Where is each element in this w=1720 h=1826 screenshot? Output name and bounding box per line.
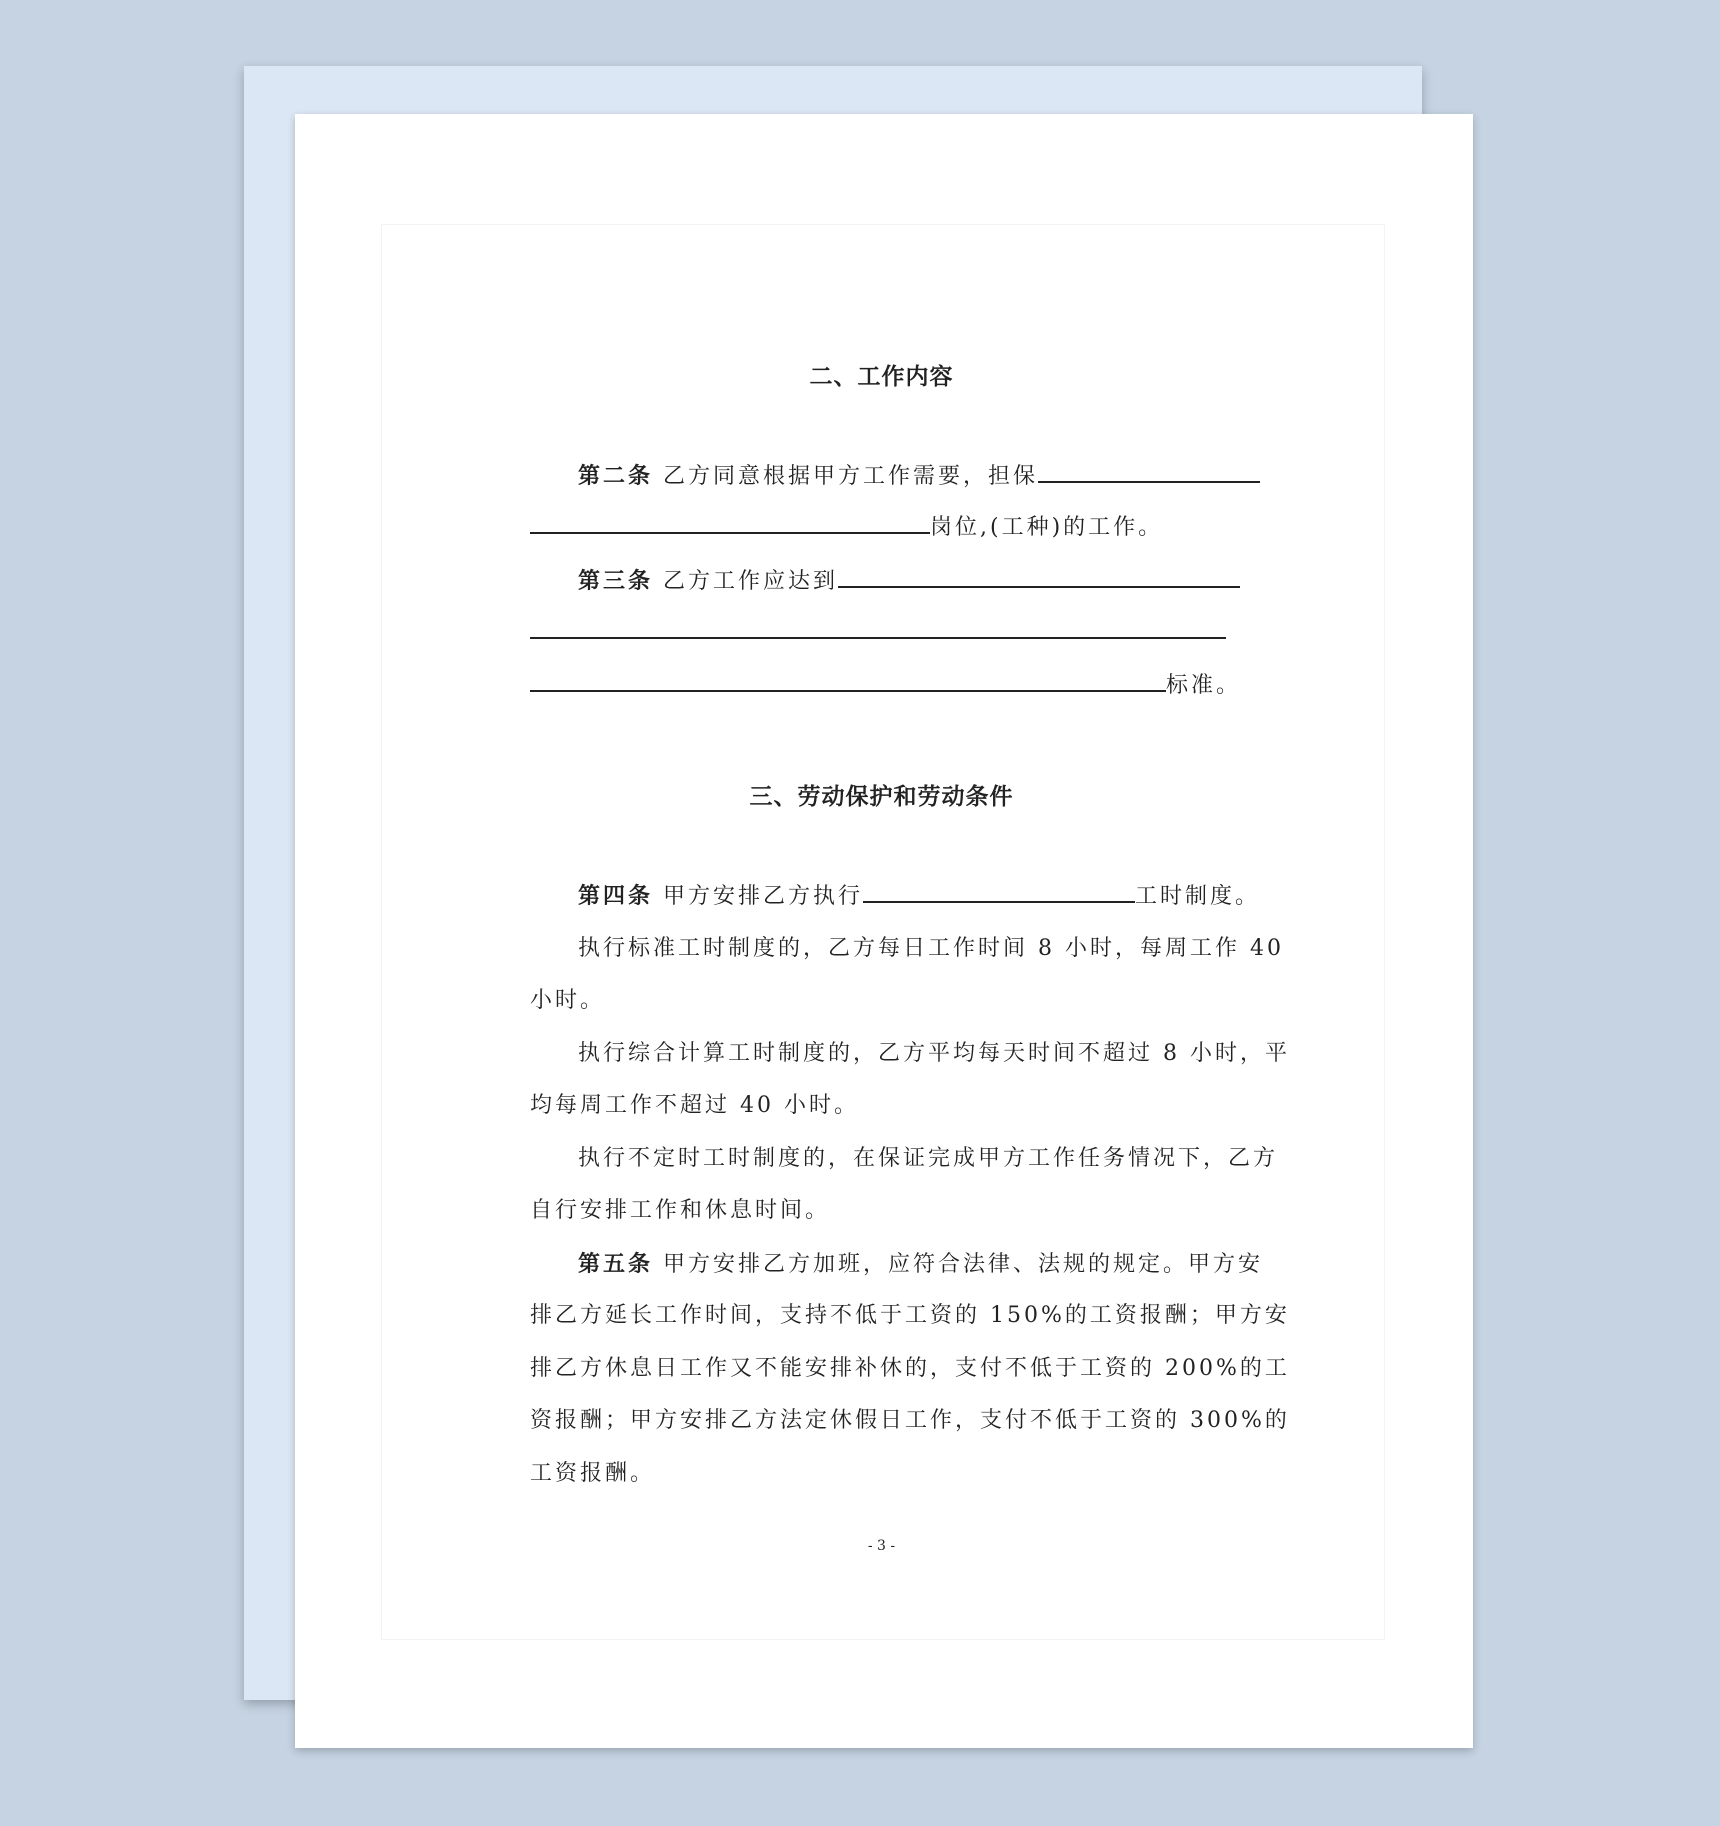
document-page <box>295 114 1473 1748</box>
article-2-text: 乙方同意根据甲方工作需要，担保 <box>663 464 1039 489</box>
paragraph-line: 小时。 <box>530 988 606 1013</box>
article-2-end: 岗位,(工种)的工作。 <box>930 515 1164 540</box>
article-3-label: 第三条 <box>578 568 654 594</box>
paragraph-line: 工资报酬。 <box>530 1461 656 1486</box>
paragraph-line: 排乙方休息日工作又不能安排补休的，支付不低于工资的 200%的工 <box>530 1356 1290 1381</box>
article-3-text: 乙方工作应达到 <box>663 569 839 594</box>
article-3-line-1 <box>530 565 1233 598</box>
paragraph-line: 均每周工作不超过 40 小时。 <box>530 1093 859 1118</box>
fill-blank[interactable] <box>530 512 930 534</box>
paragraph-line: 资报酬；甲方安排乙方法定休假日工作，支付不低于工资的 300%的 <box>530 1408 1290 1433</box>
article-4-text: 甲方安排乙方执行 <box>663 884 864 909</box>
section-heading-work-content: 二、工作内容 <box>809 363 954 390</box>
paragraph-line: 自行安排工作和休息时间。 <box>530 1198 831 1223</box>
paragraph-line: 执行综合计算工时制度的，乙方平均每天时间不超过 8 小时，平 <box>578 1041 1290 1066</box>
paragraph-line: 执行不定时工时制度的，在保证完成甲方工作任务情况下，乙方 <box>578 1146 1279 1171</box>
fill-blank[interactable] <box>863 881 1135 903</box>
paragraph-line: 排乙方延长工作时间，支持不低于工资的 150%的工资报酬；甲方安 <box>530 1303 1290 1328</box>
article-2-label: 第二条 <box>578 463 654 489</box>
paragraph-line: 执行标准工时制度的，乙方每日工作时间 8 小时，每周工作 40 <box>578 936 1284 961</box>
article-3-end: 标准。 <box>1166 673 1242 698</box>
article-2-line-2 <box>530 512 1233 544</box>
article-4-label: 第四条 <box>578 883 654 909</box>
article-4-line <box>530 880 1261 913</box>
fill-blank[interactable] <box>838 566 1240 588</box>
page-number: - 3 - <box>867 1538 896 1554</box>
article-5-label: 第五条 <box>578 1251 654 1277</box>
article-3-line-2 <box>530 617 1233 649</box>
section-heading-labor-protection: 三、劳动保护和劳动条件 <box>749 783 1014 810</box>
article-4-end: 工时制度。 <box>1135 884 1261 909</box>
article-5-text: 甲方安排乙方加班，应符合法律、法规的规定。甲方安 <box>663 1252 1264 1277</box>
article-3-line-3 <box>530 670 1242 702</box>
article-2-line-1 <box>530 460 1233 493</box>
fill-blank[interactable] <box>530 617 1226 639</box>
article-5-line-1 <box>530 1248 1264 1281</box>
fill-blank[interactable] <box>1038 461 1260 483</box>
fill-blank[interactable] <box>530 670 1166 692</box>
